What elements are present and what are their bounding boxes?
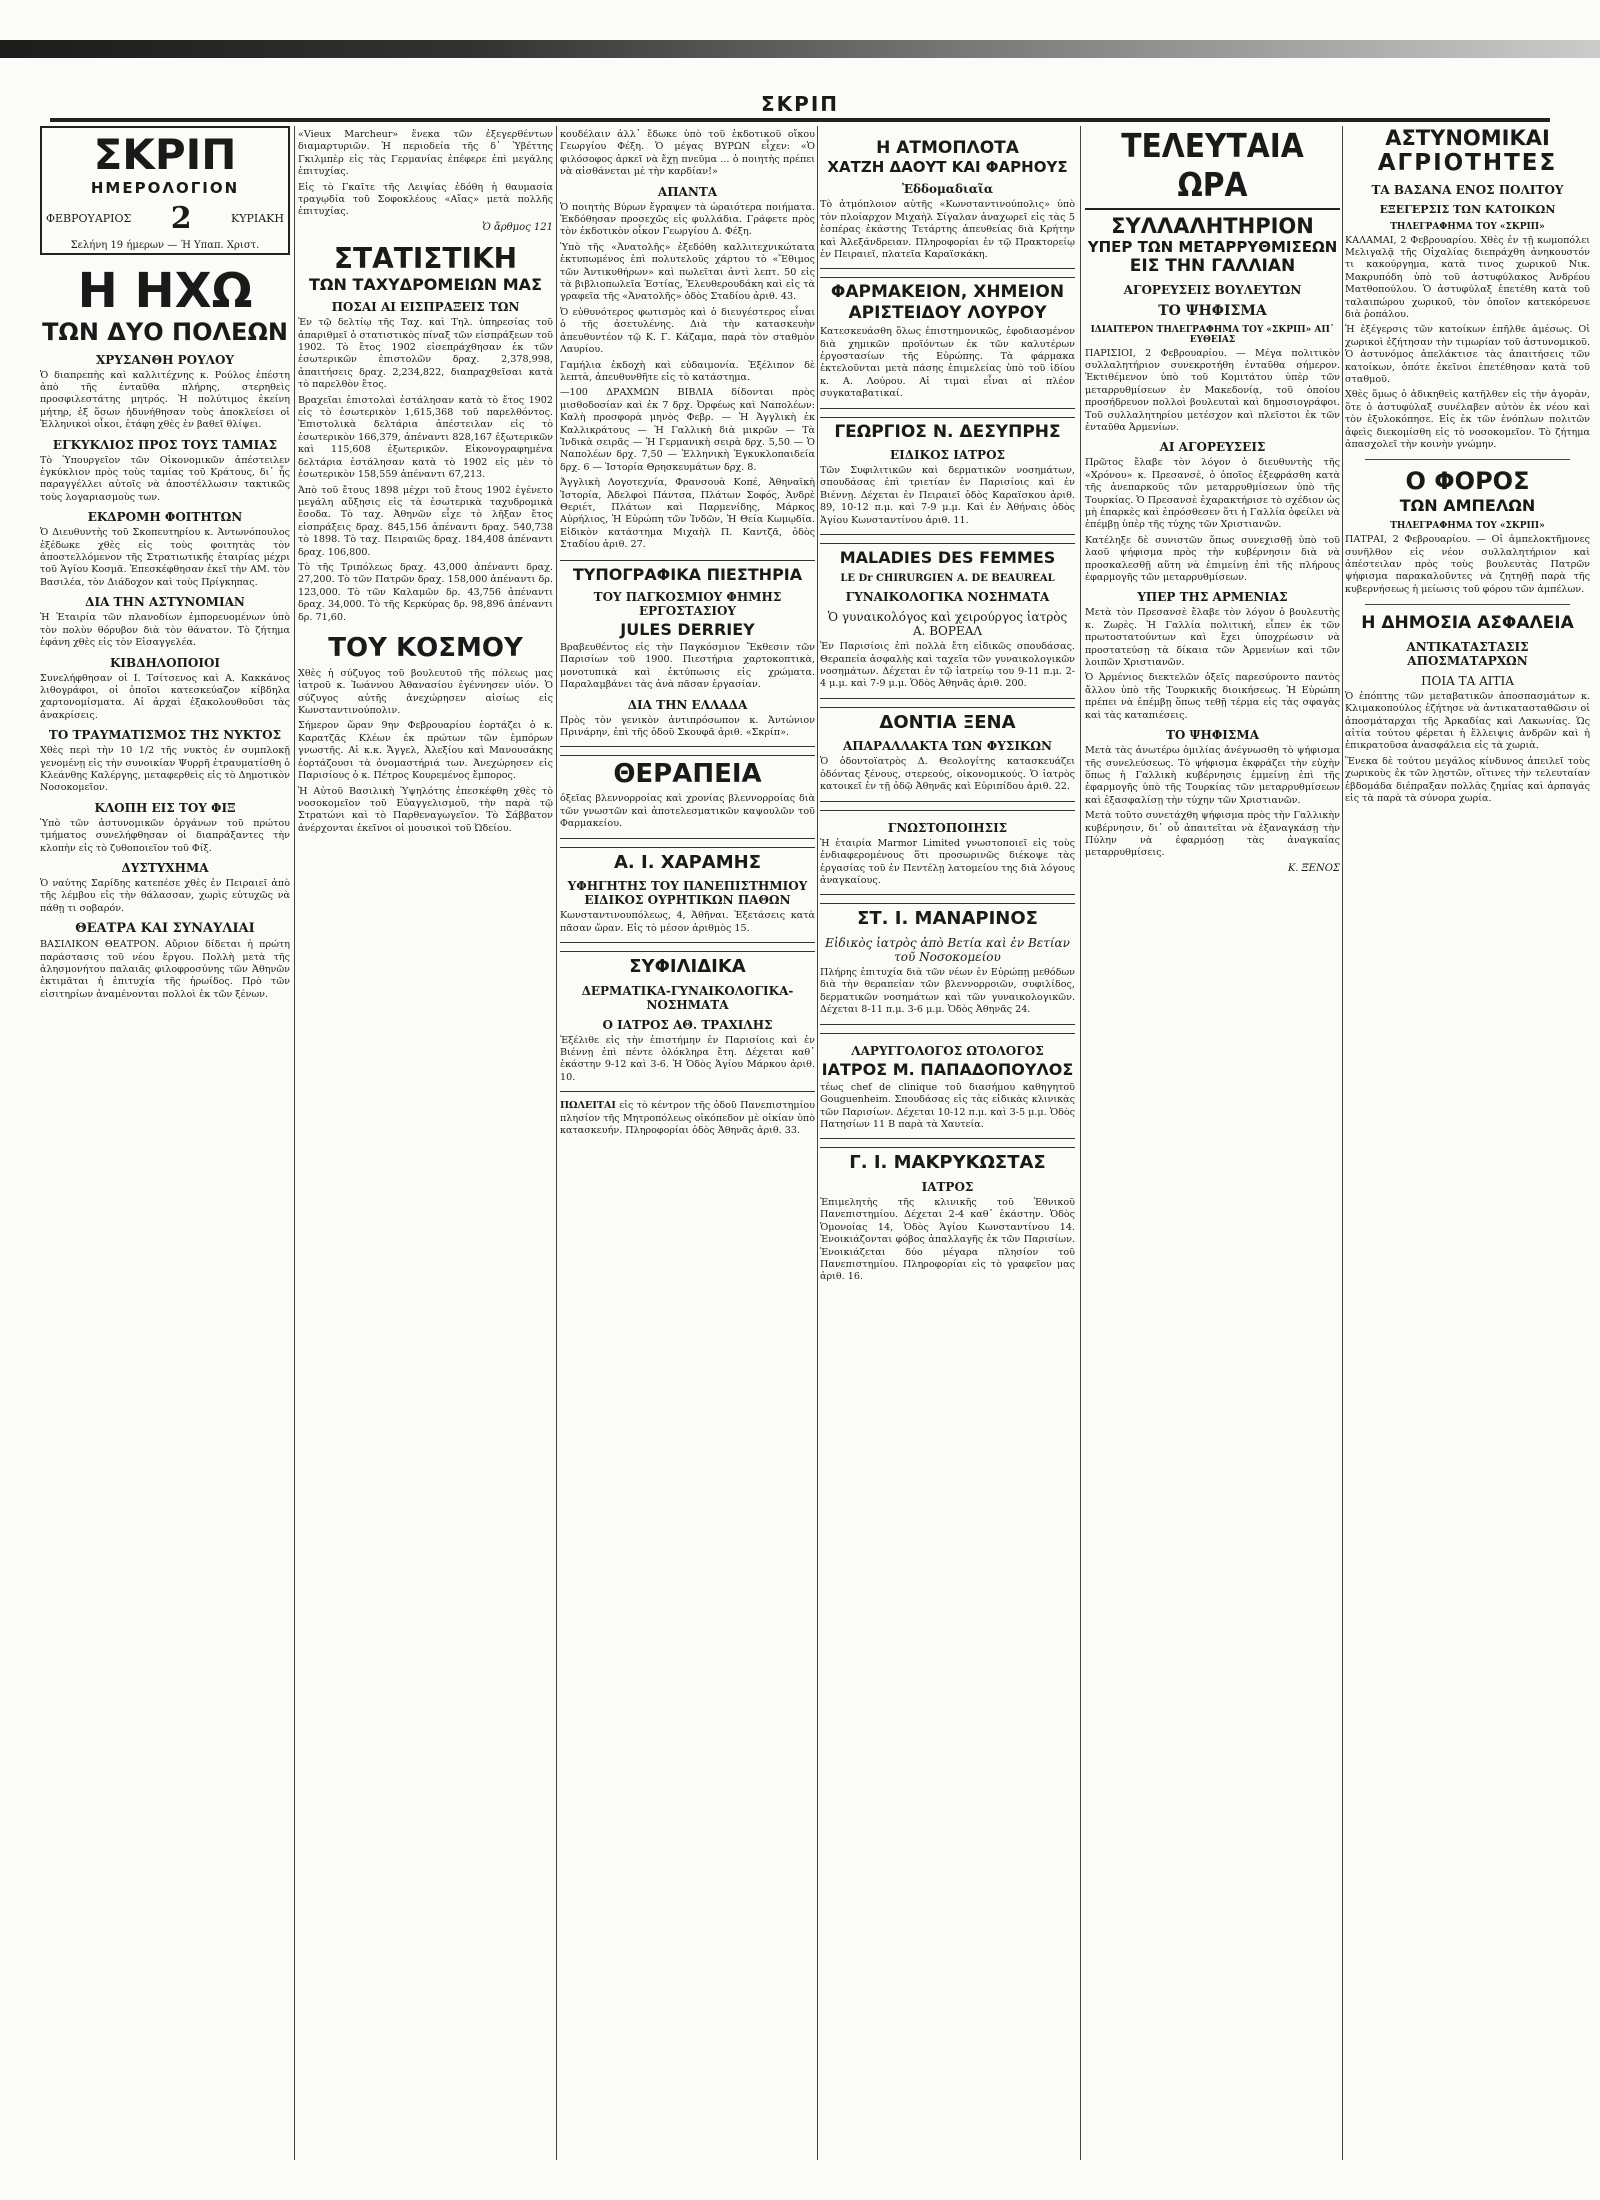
advertisement-desypris	[820, 417, 1075, 535]
section-subheadline: ΕΞΕΓΕΡΣΙΣ ΤΩΝ ΚΑΤΟΙΚΩΝ	[1379, 202, 1556, 216]
article-text: Βραχεῖαι ἐπιστολαὶ ἐστάλησαν κατὰ τὸ ἔτος 1902 εἰς τὸ ἐσωτερικὸν 1,615,368 τοῦ παρελθόντος. Ἐπιστολικὰ δελτάρια ἀπέστειλαν εἰς τὸ ἐσωτερικὸν 166,379, ἀπέναντι 828,167 ἐξωτερικῶν καὶ 115,608 ἐξωτερικῶν. Εἰκονογραφημένα δελτάρια ἐστάλησαν κατὰ τὸ 1902 εἰς μὲν τὸ ἐσωτερικὸν 158,559 ἀπέναντι 67,213.	[298, 394, 553, 481]
section-subheadline: ΤΑ ΒΑΣΑΝΑ ΕΝΟΣ ΠΟΛΙΤΟΥ	[1371, 182, 1564, 197]
ad-text: Ἡ ἑταιρία Marmor Limited γνωστοποιεῖ εἰς τοὺς ἐνδιαφερομένους ὅτι προσωρινῶς διέκοψε τὰς ἐργασίας τοῦ ἐν Πεντέλῃ λατομείου της διὰ λόγους ἀναγκαίους.	[820, 837, 1075, 886]
article-text: Σήμερον ὥραν 9ην Φεβρουαρίου ἑορτάζει ὁ κ. Καρατζᾶς Κλέων ἐκ πρώτων τῶν ἐμπόρων γνωστῆς. Αἱ κ.κ. Ἄγγελ, Ἀλεξίου καὶ Μανουσάκης ἑορτάζουσι τὰ ὀνομαστήριά των. Ἀνεχώρησεν εἰς Παρισίους ὁ κ. Πέτρος Κουρεμένος ἔμπορος.	[298, 720, 553, 782]
article-text: Γαμήλια ἐκδοχὴ καὶ εὐδαιμονία. Ἐξέλιπον δὲ λεπτὰ, ἀπευθυνθῆτε εἰς τὸ κατάστημα.	[560, 359, 815, 383]
ad-subheadline: ΕΙΔΙΚΟΣ ΙΑΤΡΟΣ	[889, 448, 1006, 463]
ad-brand: JULES DERRIEY	[620, 619, 755, 639]
article-text: Ὁ Ἀρμένιος διεκτελῶν ὀξεῖς παρεσύροντο παντὸς ἄλλου ὑπὸ τῆς Τουρκικῆς διοικήσεως. Ἡ Εὐρώπη πρέπει νὰ ἐπέμβῃ ὅπως τεθῇ τέρμα εἰς τὰς σφαγὰς καὶ τὰς καταπιέσεις.	[1085, 672, 1340, 721]
telegram-line: ΙΔΙΑΙΤΕΡΟΝ ΤΗΛΕΓΡΑΦΗΜΑ ΤΟΥ «ΣΚΡΙΠ» ΑΠ᾽ ΕΥΘΕΙΑΣ	[1090, 324, 1335, 345]
section-headline: ΤΟΥ ΚΟΣΜΟΥ	[328, 632, 523, 663]
advertisement-dermatology	[560, 951, 815, 1092]
ad-subheadline: LE Dr CHIRURGIEN A. DE BEAUREAL	[840, 573, 1055, 585]
section-separator	[1365, 459, 1570, 460]
article-heading: ΤΟ ΤΡΑΥΜΑΤΙΣΜΟΣ ΤΗΣ ΝΥΚΤΟΣ	[48, 728, 282, 743]
section-kicker: ΤΟ ΨΗΦΙΣΜΑ	[1158, 302, 1267, 319]
section-subheadline: ΥΠΕΡ ΤΩΝ ΜΕΤΑΡΡΥΘΜΙΣΕΩΝ	[1087, 238, 1338, 257]
article-heading: ΔΙΑ ΤΗΝ ΑΣΤΥΝΟΜΙΑΝ	[85, 595, 245, 610]
article-heading: ΘΕΑΤΡΑ ΚΑΙ ΣΥΝΑΥΛΙΑΙ	[75, 921, 255, 937]
advertisement-gynecology	[820, 543, 1075, 699]
article-heading: ΤΟ ΨΗΦΙΣΜΑ	[1166, 728, 1259, 743]
section-subheadline: ΤΩΝ ΔΥΟ ΠΟΛΕΩΝ	[42, 318, 288, 346]
article-text: Ὁ εὐθυνότερος φωτισμὸς καὶ ὁ διευγέστερος εἶναι ὁ τῆς ἀσετυλένης. Διὰ τὴν κατασκευὴν ἀπευθυντέον τῷ Κ. Γ. Κάζαμα, παρὰ τὸν σταθμὸν Λαυρίου.	[560, 306, 815, 356]
column-divider	[294, 126, 295, 2160]
column-5	[1085, 126, 1340, 2170]
almanac-box	[40, 126, 290, 255]
section-headline: ΑΓΡΙΟΤΗΤΕΣ	[1377, 150, 1558, 177]
section-subheadline: ΕΙΣ ΤΗΝ ΓΑΛΛΙΑΝ	[1129, 256, 1296, 277]
column-1	[40, 126, 290, 2170]
telegram-line: ΤΗΛΕΓΡΑΦΗΜΑ ΤΟΥ «ΣΚΡΙΠ»	[1390, 221, 1545, 232]
ad-headline: ΧΑΤΖΗ ΔΑΟΥΤ ΚΑΙ ΦΑΡΗΟΥΣ	[827, 158, 1068, 177]
section-headline: Η ΗΧΩ	[77, 263, 253, 319]
ad-headline: ΓΝΩΣΤΟΠΟΙΗΣΙΣ	[887, 820, 1008, 835]
ad-text: ὀξεῖας βλεννορροίας καὶ χρονίας βλεννορροίας διὰ τῶν γνωστῶν καὶ ἀποτελεσματικῶν καψουλῶν τοῦ Φαρμακείου.	[560, 793, 815, 830]
ad-text-inline: εἰς τὸ κέντρον τῆς ὁδοῦ Πανεπιστημίου πλησίον τῆς Μητροπόλεως οἰκόπεδον μὲ οἰκίαν ὑπὸ κατασκευήν. Πληροφορίαι ὁδὸς Ἀθηνᾶς ἀριθ. 33.	[560, 1100, 815, 1136]
ad-subheadline: ΙΑΤΡΟΣ	[921, 1179, 974, 1194]
byline: ΧΡΥΣΑΝΘΗ ΡΟΥΛΟΥ	[95, 352, 234, 367]
ad-headline: ΤΥΠΟΓΡΑΦΙΚΑ ΠΙΕΣΤΗΡΙΑ	[572, 564, 803, 584]
ad-text: Βραβευθέντος εἰς τὴν Παγκόσμιον Ἔκθεσιν τῶν Παρισίων τοῦ 1900. Πιεστήρια χαρτοκοπτικὰ, μονοτυπικὰ καὶ ἐκτύπωσις εἰς χρώματα. Παραλαμβάνει τὰς ἀνὰ πᾶσαν ἐργασίαν.	[560, 641, 815, 691]
ad-text: Ὁ ὀδοντοϊατρὸς Δ. Θεολογίτης κατασκευάζει ὀδόντας ξένους, στερεούς, οἰκονομικούς. Ὁ ἰατρὸς κατοικεῖ ἐν τῇ ὁδῷ Ἀθηνᾶς καὶ Εὐριπίδου ἀριθ. 22.	[820, 756, 1075, 793]
article-text: Ὑπὸ τῆς «Ἀνατολῆς» ἐξεδόθη καλλιτεχνικώτατα ἐκτυπωμένος ἐπὶ πολυτελοῦς χάρτου τὸ «Ἔθιμος τῶν Ἀντικυθήρων» καὶ πωλεῖται ἀντὶ λεπτ. 50 εἰς τὰ βιβλιοπωλεῖα Ἑστίας, Ἐλευθερουδάκη καὶ εἰς τὰ γραφεῖα τῆς «Ἀνατολῆς» ὁδὸς Σταδίου ἀριθ. 43.	[560, 241, 815, 303]
article-text: Ἐν τῷ δελτίῳ τῆς Ταχ. καὶ Τηλ. ὑπηρεσίας τοῦ ἀπαριθμεῖ ὁ στατιστικὸς πίναξ τῶν εἰσπράξεων τοῦ 1902. Τὸ ἔτος 1902 εἰσεπράχθησαν ἐκ τῶν ἐσωτερικῶν ἐπιστολῶν δραχ. 2,378,998, ἀπαιτήσεις δραχ. 2,234,822, διαπραχθεῖσαι κατὰ τὸ παρελθὸν ἔτος.	[298, 317, 553, 391]
section-kicker: ΠΟΙΑ ΤΑ ΑΙΤΙΑ	[1421, 673, 1514, 688]
article-text: ΠΑΤΡΑΙ, 2 Φεβρουαρίου. — Οἱ ἀμπελοκτῆμονες συνῆλθον εἰς νέον συλλαλητήριον καὶ ἀπέστειλαν πρὸς τοὺς βουλευτὰς Πατρῶν ψήφισμα παρακαλοῦντες νὰ ζητηθῇ παρὰ τῆς κυβερνήσεως ἡ μείωσις τοῦ φόρου τῶν ἀμπέλων.	[1345, 534, 1590, 595]
ad-subheadline: ΑΠΑΡΑΛΛΑΚΤΑ ΤΩΝ ΦΥΣΙΚΩΝ	[842, 739, 1053, 754]
section-subheadline: ΣΥΛΛΑΛΗΤΗΡΙΟΝ	[1111, 214, 1314, 238]
article-text: Συνελήφθησαν οἱ Ι. Τσίτσενος καὶ Α. Κακκάνος λιθογράφοι, οἱ ὁποῖοι κατεσκεύαζον κίβδηλα χαρτονομίσματα. Αἱ ἀρχαὶ ἐξακολουθοῦσι τὰς ἀνακρίσεις.	[40, 672, 290, 721]
advertisement-papadopoulos	[820, 1033, 1075, 1140]
article-text: Ὁ ναύτης Σαρίδης κατεπέσε χθὲς ἐν Πειραιεῖ ἀπὸ τῆς λέμβου εἰς τὴν θάλασσαν, χωρὶς εὐτυχῶς νὰ πάθῃ τι σοβαρόν.	[40, 877, 290, 914]
ad-headline: MALADIES DES FEMMES	[839, 548, 1056, 568]
ad-headline: Γ. Ι. ΜΑΚΡΥΚΩΣΤΑΣ	[849, 1152, 1046, 1174]
article-heading: ΕΓΚΥΚΛΙΟΣ ΠΡΟΣ ΤΟΥΣ ΤΑΜΙΑΣ	[52, 437, 278, 452]
article-text: Ἀγγλικὴ Λογοτεχνία, Φρανσουὰ Κοπέ, Ἀθηναϊκὴ Ἱστορία, Ἀδελφοὶ Πάντσα, Πλάτων Σοφός, Ἀνδρὲ Θεριέτ, Πλάτων καὶ Παρμενίδης, Μάρκος Αὐρήλιος, Ἡ Εὐρώπη τῶν Ἰνδῶν, Ἡ Θεία Κωμῳδία. Εἰδικὸν κατάστημα Μιχαὴλ Π. Καντζᾶ, ὁδὸς Σταδίου ἀριθ. 27.	[560, 477, 815, 551]
article-text: Τὸ Ὑπουργεῖον τῶν Οἰκονομικῶν ἀπέστειλεν ἐγκύκλιον πρὸς τοὺς ταμίας τοῦ Κράτους, δι᾽ ἧς παραγγέλλει αὐτοῖς νὰ ἀποστέλλωσιν τακτικῶς τοὺς λογαριασμοὺς των.	[40, 454, 290, 503]
article-text: ΒΑΣΙΛΙΚΟΝ ΘΕΑΤΡΟΝ. Αὔριον δίδεται ἡ πρώτη παράστασις τοῦ νέου ἔργου. Πολλὴ μετὰ τῆς ἀλησμονήτου παλαιᾶς φιλοφροσύνης τῶν Ἀθηνῶν ἐκτιμᾶται ἡ ἐπιτυχία τῆς ἡρωίδος. Πρὸ τῶν εἰσιτηρίων ἀναμένονται πολλοὶ ἐκ τῶν ξένων.	[40, 939, 290, 1000]
ad-headline: ΑΡΙΣΤΕΙΔΟΥ ΛΟΥΡΟΥ	[848, 302, 1047, 323]
article-text: ΚΑΛΑΜΑΙ, 2 Φεβρουαρίου. Χθὲς ἐν τῇ κωμοπόλει Μελιγαλᾷ τῆς Οἰχαλίας διεπράχθη ἀνηκουστόν τι κακούργημα, κατὰ τινος χωρικοῦ Νικ. Μακρυπόδη ὑπὸ τοῦ ἀστυφύλακος Ἀνδρέου Ματθοπούλου. Ὁ ἀστυφύλαξ ἐπετέθη κατὰ τοῦ ταλαιπώρου χωρικοῦ, τὸν ὁποῖον κατεκόρευσε διὰ ῥοπάλου.	[1345, 234, 1590, 321]
ad-subheadline: Ἐδδομαδιαῖα	[901, 182, 994, 197]
date-month: ΦΕΒΡΟΥΑΡΙΟΣ	[46, 212, 132, 225]
article-text: Χθὲς ὅμως ὁ ἀδικηθεὶς κατῆλθεν εἰς τὴν ἀγορὰν, ὅτε ὁ ἀστυφύλαξ συνέλαβεν αὐτὸν ἐκ νέου καὶ τὸν ἐξυλοκόπησε. Εἰς ἐκ τῶν ἐνόπλων πολιτῶν ἀφεὶς διεκομίσθη εἰς τὸ νοσοκομεῖον. Τὸ ζήτημα ἀπασχολεῖ τὴν κοινὴν γνώμην.	[1345, 389, 1590, 451]
article-heading: ΚΛΟΠΗ ΕΙΣ ΤΟΥ ΦΙΞ	[94, 800, 236, 815]
article-text: Τὸ τῆς Τριπόλεως δραχ. 43,000 ἀπέναντι δραχ. 27,200. Τὸ τῶν Πατρῶν δραχ. 158,000 ἀπέναντι δρ. 123,000. Τὸ τῶν Καλαμῶν δρ. 43,756 ἀπέναντι δραχ. 34,000. Τὸ τῆς Κερκύρας δρ. 98,896 ἀπέναντι δρ. 71,60.	[298, 561, 553, 623]
article-text: Μετὰ τὰς ἀνωτέρω ὁμιλίας ἀνέγνωσθη τὸ ψήφισμα τῆς συνελεύσεως. Τὸ ψήφισμα ἐκφράζει τὴν εὐχὴν ὅπως ἡ Γαλλικὴ κυβέρνησις ἐμμείνῃ ἐπὶ τῆς ἐφαρμογῆς ὑπὸ τῆς Τουρκίας τῶν μεταρρυθμίσεων καὶ ἐξασφαλίσῃ τὴν τύχην τῶν Χριστιανῶν.	[1085, 745, 1340, 806]
article-text: κουδέλαιν ἀλλ᾽ ἔδωκε ὑπὸ τοῦ ἐκδοτικοῦ οἴκου Γεωργίου Φέξη. Ὁ μέγας ΒΥΡΩΝ εἶχεν: «Ὁ φιλόσοφος ἀρκεῖ νὰ ἔχῃ πνεῦμα ... ὁ ποιητὴς πρέπει νὰ αἰσθάνεται μὲ τὴν καρδίαν!»	[560, 129, 815, 178]
column-2	[298, 126, 553, 2170]
article-text: Εἰς τὸ Γκαῖτε τῆς Λειψίας ἐδόθη ἡ θαυμασία τραγῳδία τοῦ Σοφοκλέους «Αἴας» μετὰ πολλῆς ἐπιτυχίας.	[298, 181, 553, 218]
ad-headline: ΓΕΩΡΓΙΟΣ Ν. ΔΕΣΥΠΡΗΣ	[834, 421, 1061, 442]
section-kicker: ΠΟΣΑΙ ΑΙ ΕΙΣΠΡΑΞΕΙΣ ΤΩΝ	[331, 300, 520, 315]
ad-text: Τῶν Συφιλιτικῶν καὶ δερματικῶν νοσημάτων, σπουδάσας ἐπὶ τριετίαν ἐν Παρισίοις καὶ ἐν Βιέννῃ. Δέχεται ἐν Πειραιεῖ ὁδὸς Καραϊσκου ἀριθ. 89, 10-12 π.μ. καὶ 7-9 μ.μ. Καὶ ἐν Ἀθήναις ὁδὸς Ἁγίου Κωνσταντίνου ἀριθ. 11.	[820, 465, 1075, 526]
advertisement-presses	[560, 560, 815, 748]
date-moon: Σελήνη 19 ήμερων — Ή Υπαπ. Χριστ.	[70, 240, 260, 251]
section-headline: ΣΤΑΤΙΣΤΙΚΗ	[333, 241, 518, 275]
article-text: Πρῶτος ἔλαβε τὸν λόγον ὁ διευθυντὴς τῆς «Χρόνου» κ. Πρεσανσὲ, ὁ ὁποῖος ἐξεφράσθη κατὰ τῆς ἀνεπαρκοῦς τῶν μεταρρυθμίσεων ὑπὸ τῆς Τουρκίας. Ὁ Πρεσανσὲ ἐχαρακτήρισε τὸ σχέδιον ὡς μὴ ἐπαρκὲς καὶ ἐπρόσθεσεν ὅτι ἡ Γαλλία ὀφείλει νὰ ἐπέμβῃ ὑπὲρ τῆς τύχης τῶν Χριστιανῶν.	[1085, 457, 1340, 531]
ad-text: Πλήρης ἐπιτυχία διὰ τῶν νέων ἐν Εὐρώπῃ μεθόδων διὰ τὴν θεραπείαν τῶν βλεννορροιῶν, συφιλίδος, δερματικῶν νοσημάτων καὶ τῶν γυναικολογικῶν. Δέχεται 8-11 π.μ. 3-6 μ.μ. Ὁδὸς Ἀθηνᾶς 24.	[820, 966, 1075, 1016]
article-heading: ΑΠΑΝΤΑ	[657, 184, 718, 199]
section-subheadline: ΑΝΤΙΚΑΤΑΣΤΑΣΙΣ ΑΠΟΣΜΑΤΑΡΧΩΝ	[1406, 639, 1529, 668]
ad-subheadline: Εἰδικὸς ἰατρὸς ἀπὸ Βετία καὶ ἐν Βετίαν τοῦ Νοσοκομείου	[825, 935, 1070, 964]
article-text: Ἕνεκα δὲ τούτου μεγάλος κίνδυνος ἀπειλεῖ τοὺς χωρικοὺς ἐκ τῶν λῃστῶν, οἵτινες τὴν τελευταίαν ἑβδομάδα διέπραξαν πολλὰς ζημίας καὶ ἀρπαγάς εἰς τὰ παρὰ τὰ σύνορα χωρία.	[1345, 755, 1590, 804]
date-weekday: ΚΥΡΙΑΚΗ	[231, 212, 284, 225]
section-headline: Ο ΦΟΡΟΣ	[1405, 467, 1530, 496]
ad-text: Τὸ ἀτμόπλοιον αὐτῆς «Κωνσταντινούπολις» ὑπὸ τὸν πλοίαρχον Μιχαὴλ Σίγαλαν ἀναχωρεῖ εἰς τὰς 5 ἑσπέρας ἑκάστης Τετάρτης ἀπευθείας διὰ Κρήτην καὶ Ἀλεξάνδρειαν. Πληροφορίαι ἐν τῷ Πρακτορείῳ ἐν Πειραιεῖ, πλατεῖα Καραϊσκάκη.	[820, 199, 1075, 261]
article-text: Χθὲς ἡ σύζυγος τοῦ βουλευτοῦ τῆς πόλεως μας ἰατροῦ κ. Ἰωάννου Ἀθανασίου ἐγέννησεν υἱόν. Ὁ σύζυγος αὐτῆς ἀνεχώρησεν αἰσίως εἰς Κωνσταντινούπολιν.	[298, 667, 553, 717]
column-divider	[817, 126, 818, 2160]
ad-headline: ΘΕΡΑΠΕΙΑ	[613, 759, 762, 790]
article-text: Μετὰ τοῦτο συνετάχθη ψήφισμα πρὸς τὴν Γαλλικὴν κυβέρνησιν, δι᾽ οὗ ἀπαιτεῖται νὰ ἐξαναγκάσῃ τὴν Πύλην νὰ ἐφαρμόσῃ τὰς ἀναγκαίας μεταρρυθμίσεις.	[1085, 810, 1340, 859]
article-heading: ΕΚΔΡΟΜΗ ΦΟΙΤΗΤΩΝ	[87, 510, 243, 525]
section-headline: Η ΔΗΜΟΣΙΑ ΑΣΦΑΛΕΙΑ	[1361, 613, 1574, 634]
article-signature: Κ. ΞΕΝΟΣ	[1287, 862, 1340, 874]
ad-text: Ἐξέλιθε εἰς τὴν ἐπιστήμην ἐν Παρισίοις καὶ ἐν Βιέννῃ ἐπὶ πέντε ὁλόκληρα ἔτη. Δέχεται καθ᾽ ἑκάστην 9-12 καὶ 3-6. Ἡ Ὁδὸς Ἁγίου Μάρκου ἀριθ. 10.	[560, 1034, 815, 1083]
article-text: Ἀπὸ τοῦ ἔτους 1898 μέχρι τοῦ ἔτους 1902 ἐγένετο μεγάλη αὔξησις εἰς τὰ ἐσωτερικὰ ταχυδρομικὰ ἔσοδα. Τὸ ταχ. Ἀθηνῶν εἶχε τὸ λῆξαν ἔτος εἰσπράξεις δραχ. 845,156 ἀπέναντι δραχ. 540,738 τὸ 1898. Τὸ ταχ. Πειραιῶς δραχ. 184,408 ἀπέναντι δραχ. 106,800.	[298, 484, 553, 558]
ad-subheadline: Ο ΙΑΤΡΟΣ ΑΘ. ΤΡΑΧΙΛΗΣ	[602, 1017, 773, 1032]
advertisement-steamship	[820, 134, 1075, 269]
article-text: ΠΑΡΙΣΙΟΙ, 2 Φεβρουαρίου. — Μέγα πολιτικὸν συλλαλητήριον συνεκροτήθη ἐνταῦθα σήμερον. Ἐκτιθέμενον ὑπὸ τοῦ Κομιτάτου ὑπὲρ τῶν μεταρρυθμίσεων ἐν Μακεδονίᾳ, τοῦ ὁποίου προσήδρευον πολλοὶ βουλευταὶ καὶ δημοσιογράφοι. Τοῦ συλλαλητηρίου μετέσχον καὶ πλεῖστοι ἐκ τῶν ἐνταῦθα Ἀρμενίων.	[1085, 347, 1340, 433]
column-3	[560, 126, 815, 2170]
ad-headline: ΦΑΡΜΑΚΕΙΟΝ, ΧΗΜΕΙΟΝ	[830, 282, 1065, 303]
ad-subheadline: ΔΙΑ ΤΗΝ ΕΛΛΑΔΑ	[627, 697, 748, 712]
scanned-top-strip	[0, 40, 1600, 58]
header-rule	[50, 118, 1550, 122]
article-text: Ὁ διαπρεπὴς καὶ καλλιτέχνης κ. Ρούλος ἐπέστη ἀπὸ τῆς ἐνταῦθα πλήρης, στερηθεὶς προσφιλεστάτης μητρός. Ἡ πολύτιμος ἐκείνη μήτηρ, ἐξ ὅσων ἠδυνήθησαν τοὺς ἀποκλείσει οἱ Ἑλληνικοὶ οἶκοι, ἐτάφη χθὲς ἐν βαθεῖ θλίψει.	[40, 369, 290, 431]
ad-headline: ΔΟΝΤΙΑ ΞΕΝΑ	[879, 711, 1016, 733]
ad-text: Ἐπιμελητὴς τῆς κλινικῆς τοῦ Ἐθνικοῦ Πανεπιστημίου. Δέχεται 2-4 καθ᾽ ἑκάστην. Ὁδὸς Ὁμονοίας 14, Ὁδὸς Ἁγίου Κωνσταντίνου 14. Ἐνοικιάζονται φόβος ἀπαλλαγῆς ἐκ τῶν Παρισίων. Ἐνοικιάζεται δύο μέγαρα πλησίον τοῦ Πανεπιστημίου. Πληροφορίαι εἰς τὸ γραφεῖον μας ἀριθ. 16.	[820, 1196, 1075, 1283]
column-divider	[1080, 126, 1081, 2160]
section-subheadline: ΤΩΝ ΤΑΧΥΔΡΟΜΕΙΩΝ ΜΑΣ	[308, 275, 542, 295]
almanac-subtitle: ΗΜΕΡΟΛΟΓΙΟΝ	[90, 179, 240, 197]
ad-text: Κωνσταντινουπόλεως, 4, Ἀθῆναι. Ἐξετάσεις κατὰ πᾶσαν ὥραν. Εἰς τὸ μέσον ἀριθμὸς 15.	[560, 910, 815, 934]
article-text: «Vieux Marcheur» ἕνεκα τῶν ἐξεγερθέντων διαμαρτυριῶν. Ἡ περιοδεία τῆς δ᾽ Ὑβέττης Γκιλμπὲρ εἰς τὰς Γερμανίας ἐπέφερε ἐπὶ μεγάλης ἐπιτυχίας.	[298, 129, 553, 178]
article-text: Χθὲς περὶ τὴν 10 1/2 τῆς νυκτὸς ἐν συμπλοκῇ γενομένῃ εἰς τὴν συνοικίαν Ψυρρῆ ἐτραυματίσθη ὁ Κλεάνθης Καλέργης, μεταφερθεὶς εἰς τὸ Δημοτικὸν Νοσοκομεῖον.	[40, 745, 290, 794]
article-text: Ὑπὸ τῶν ἀστυνομικῶν ὀργάνων τοῦ πρώτου τμήματος συνελήφθησαν οἱ διαπράξαντες τὴν κλοπὴν εἰς τὸ ζυθοποιεῖον τοῦ Φίξ.	[40, 817, 290, 854]
article-text: Ὁ Διευθυντὴς τοῦ Σκοπευτηρίου κ. Ἀντωνόπουλος ἐξέδωκε χθὲς εἰς τοὺς φοιτητὰς τὸν ἀποστελλόμενον τῆς Στρατιωτικῆς ἑταιρίας μέχρι τοῦ Ἁγίου Κοσμᾶ. Ἐπεσκέφθησαν ἐκεῖ τὴν ΑΜ. τὸν Βασιλέα, τὸν Διάδοχον καὶ τοὺς Πρίγκηπας.	[40, 527, 290, 588]
advertisement-notice	[820, 810, 1075, 896]
ad-subheadline: ΓΥΝΑΙΚΟΛΟΓΙΚΑ ΝΟΣΗΜΑΤΑ	[845, 590, 1050, 605]
section-subheadline: ΤΩΝ ΑΜΠΕΛΩΝ	[1399, 496, 1536, 516]
almanac-dateline	[46, 201, 284, 236]
column-divider	[556, 126, 557, 2160]
ad-subheadline: ΥΦΗΓΗΤΗΣ ΤΟΥ ΠΑΝΕΠΙΣΤΗΜΙΟΥ ΕΙΔΙΚΟΣ ΟΥΡΗΤΙΚΩΝ ΠΑΘΩΝ	[567, 879, 808, 908]
ad-headline: ΙΑΤΡΟΣ Μ. ΠΑΠΑΔΟΠΟΥΛΟΣ	[821, 1059, 1074, 1079]
article-heading: ΚΙΒΔΗΛΟΠΟΙΟΙ	[109, 655, 221, 670]
ad-subheadline: ΤΟΥ ΠΑΓΚΟΣΜΙΟΥ ΦΗΜΗΣ ΕΡΓΟΣΤΑΣΙΟΥ	[593, 589, 782, 618]
advertisement-pharmacy	[820, 277, 1075, 408]
article-text: Ἡ ἐξέγερσις τῶν κατοίκων ἐπῆλθε ἀμέσως. Οἱ χωρικοὶ ἐζήτησαν τὴν τιμωρίαν τοῦ ἀστυνομικοῦ. Ὁ ἀστυνόμος ἀπελάκτισε τὰς ἀπαιτήσεις τῶν κατοίκων, ὁπότε ἐκεῖνοι ἐπετέθησαν κατὰ τοῦ σταθμοῦ.	[1345, 324, 1590, 386]
section-separator	[1365, 604, 1570, 605]
telegram-line: ΤΗΛΕΓΡΑΦΗΜΑ ΤΟΥ «ΣΚΡΙΠ»	[1390, 521, 1545, 532]
article-heading: ΑΙ ΑΓΟΡΕΥΣΕΙΣ	[1159, 440, 1266, 455]
ad-text: Πρὸς τὸν γενικὸν ἀντιπρόσωπον κ. Ἀντώνιον Πρινάρην, ἐπὶ τῆς ὁδοῦ Σκουφᾶ ἀριθ. «Σκρίπ».	[560, 714, 815, 738]
article-text: Ἡ Αὐτοῦ Βασιλικὴ Ὑψηλότης ἐπεσκέφθη χθὲς τὸ νοσοκομεῖον τοῦ Εὐαγγελισμοῦ, τὴν παρὰ τῷ Στρατώνι καὶ τὸ Παρθεναγωγεῖον. Τὸ Σάββατον ἀνέρχονται ἐκεῖνοι οἱ μουσικοὶ τοῦ Ὠδείου.	[298, 785, 553, 834]
ad-text: Ἐν Παρισίοις ἐπὶ πολλὰ ἔτη εἰδικῶς σπουδάσας. Θεραπεία ἀσφαλὴς καὶ ταχεῖα τῶν γυναικολογικῶν νοσημάτων. Δέχεται ἐν τῷ ἰατρείῳ του 9-11 π.μ. 2-4 μ.μ. καὶ 7-9 μ.μ. Ὁδὸς Ἀθηνᾶς ἀριθ. 200.	[820, 641, 1075, 690]
article-text: Μετὰ τὸν Πρεσανσὲ ἔλαβε τὸν λόγον ὁ βουλευτὴς κ. Ζωρὲς. Ἡ Γαλλία πολιτική, εἶπεν ἐκ τῶν πρωτοστατούντων καὶ ἔχει ὑποχρέωσιν νὰ προστατεύσῃ τὰ δίκαια τῶν Ἀρμενίων καὶ τῶν λοιπῶν Χριστιανῶν.	[1085, 607, 1340, 669]
ad-text	[560, 1100, 815, 1137]
ad-text: τέως chef de clinique τοῦ διασήμου καθηγητοῦ Gouguenheim. Σπουδάσας εἰς τὰς εἰδικὰς κλινικὰς τῶν Παρισίων. Δέχεται 10-12 π.μ. καὶ 3-5 μ.μ. Ὁδὸς Πατησίων 11 Β παρὰ τὰ Χαυτεία.	[820, 1081, 1075, 1130]
date-day: 2	[170, 201, 192, 236]
ad-headline: ΣΥΦΙΛΙΔΙΚΑ	[629, 955, 746, 977]
ad-headline: ΛΑΡΥΓΓΟΛΟΓΟΣ ΩΤΟΛΟΓΟΣ	[851, 1043, 1044, 1058]
article-text: Ὁ ἐπόπτης τῶν μεταβατικῶν ἀποσπασμάτων κ. Κλιμακοπούλος ἐζήτησε νὰ ἀντικατασταθῶσιν οἱ ἀποσμάταρχαι τῆς Ἀρκαδίας καὶ Λακωνίας. Ὡς αἰτία τούτου φέρεται ἡ ἔλλειψις ἀνδρῶν καὶ ἡ ἐπικρατοῦσα ἀνασφάλεια εἰς τὰ χωριὰ.	[1345, 690, 1590, 752]
ad-headline: ΣΤ. Ι. ΜΑΝΑΡΙΝΟΣ	[857, 908, 1038, 930]
section-headline: ΑΣΤΥΝΟΜΙΚΑΙ	[1385, 126, 1550, 150]
section-kicker: ΑΓΟΡΕΥΣΕΙΣ ΒΟΥΛΕΥΤΩΝ	[1123, 282, 1302, 297]
page-masthead: ΣΚΡΙΠ	[761, 92, 839, 116]
ad-headline: ΠΩΛΕΙΤΑΙ	[560, 1100, 616, 1112]
article-heading: ΔΥΣΤΥΧΗΜΑ	[121, 860, 209, 875]
ad-text: Κατεσκευάσθη ὅλως ἐπιστημονικῶς, ἐφοδιασμένον διὰ χημικῶν προϊόντων ἐκ τῶν καλυτέρων ἐργοστασίων τῆς Εὐρώπης. Τὰ φάρμακα ἐκτελοῦνται μετὰ πάσης ἐπιμελείας ὑπὸ τοῦ ἰδίου κ. Α. Λούρου. Αἱ τιμαὶ εἶναι αἱ πλέον συγκαταβατικαί.	[820, 326, 1075, 400]
section-headline: ΤΕΛΕΥΤΑΙΑ ΩΡΑ	[1121, 126, 1304, 204]
column-6	[1345, 126, 1590, 2170]
ad-subheadline: ΔΕΡΜΑΤΙΚΑ-ΓΥΝΑΙΚΟΛΟΓΙΚΑ-ΝΟΣΗΜΑΤΑ	[581, 983, 794, 1012]
almanac-title: ΣΚΡΙΠ	[93, 130, 237, 179]
advertisement-doctor	[560, 847, 815, 943]
advertisement-makrykostas	[820, 1147, 1075, 1290]
article-text: Ἡ Ἐταιρία τῶν πλανοδίων ἐμπορευομένων ὑπὸ τὸν πολὺν θόρυβον διὰ τὸν θάνατον. Τὸ ζήτημα ἐφάνη χθὲς εἰς τὸν Εἰσαγγελέα.	[40, 612, 290, 649]
advertisement-manarinos	[820, 903, 1075, 1024]
article-text: —100 ΔΡΑΧΜΩΝ ΒΙΒΛΙΑ δίδονται πρὸς μισθοδοσίαν καὶ ἐκ 7 δρχ. Ὀρφέως καὶ Ναπολέων: Καλὴ προσφορὰ μηνὸς Φεβρ. — Ἡ Ἀγγλικὴ ἐκ Καλλικράτους — Ἡ Γαλλικὴ διὰ μικρῶν — Τὰ Ἰνδικὰ σειρᾶς — Ἡ Γερμανικὴ σειρὰ δρχ. 5,50 — Ὁ Ναπολέων δρχ. 7,50 — Ἑλληνικὴ Ἐγκυκλοπαιδεία δρχ. 6 — Ἱστορία Θρησκευμάτων δρχ. 8.	[560, 387, 815, 473]
article-text: Ὁ ποιητὴς Βύρων ἔγραψεν τὰ ὡραιότερα ποιήματα. Ἐκδόθησαν προσεχῶς εἰς φυλλάδια. Γράφετε πρὸς τὸν ἐκδοτικὸν οἶκον Γεωργίου Δ. Φέξη.	[560, 201, 815, 238]
ad-subheadline: Ὁ γυναικολόγος καὶ χειρούργος ἰατρὸς Α. ΒΟΡΕΑΛ	[827, 610, 1068, 639]
advertisement-therapy	[560, 755, 815, 838]
ad-headline: Η ΑΤΜΟΠΛΟΤΑ	[876, 138, 1019, 158]
article-text: Κατέληξε δὲ συνιστῶν ὅπως συνεχισθῇ ὑπὸ τοῦ λαοῦ ψήφισμα πρὸς τὴν κυβέρνησιν διὰ νὰ προσκαλεσθῇ αὕτη νὰ ἐπιμείνῃ ἐπὶ τῆς πλήρους ἐφαρμογῆς τῶν μεταρρυθμίσεων.	[1085, 534, 1340, 584]
advertisement-dentures	[820, 707, 1075, 802]
column-divider	[1342, 126, 1343, 2160]
ad-headline: Α. Ι. ΧΑΡΑΜΗΣ	[613, 851, 762, 873]
column-4	[820, 126, 1075, 2170]
headline-rule	[1085, 208, 1340, 210]
article-signature: Ὁ ἄρθμος 121	[482, 221, 553, 233]
article-heading: ΥΠΕΡ ΤΗΣ ΑΡΜΕΝΙΑΣ	[1137, 590, 1288, 605]
